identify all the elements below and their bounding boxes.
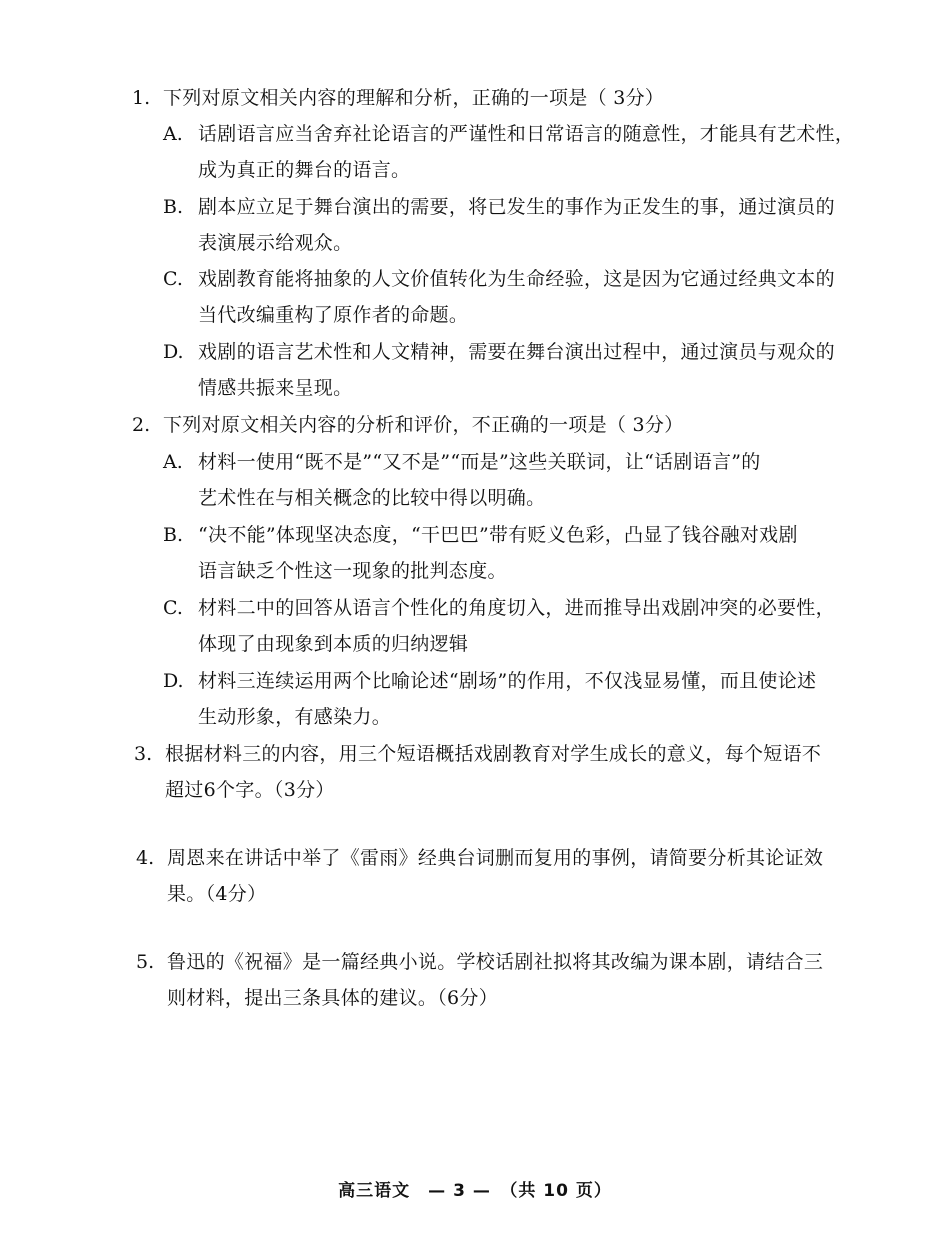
option-letter: B.: [163, 524, 184, 546]
option-letter: D.: [163, 670, 184, 692]
question-text: 鲁迅的《祝福》是一篇经典小说。学校话剧社拟将其改编为课本剧，请结合三: [167, 951, 824, 973]
question-number: 3.: [134, 743, 153, 765]
question-text: 根据材料三的内容，用三个短语概括戏剧教育对学生成长的意义，每个短语不: [165, 743, 822, 765]
option-text: 语言缺乏个性这一现象的批判态度。: [198, 560, 507, 582]
page-footer: 高三语文 — 3 — （共 10 页）: [338, 1181, 612, 1201]
option-text: 情感共振来呈现。: [198, 377, 353, 399]
option-text: 成为真正的舞台的语言。: [198, 159, 411, 181]
option-text: 剧本应立足于舞台演出的需要，将已发生的事作为正发生的事，通过演员的: [198, 196, 835, 218]
question-number: 4.: [136, 847, 155, 869]
option-letter: A.: [163, 123, 183, 145]
question-text: 周恩来在讲话中举了《雷雨》经典台词删而复用的事例，请简要分析其论证效: [167, 847, 824, 869]
question-stem: 下列对原文相关内容的分析和评价，不正确的一项是（ 3分）: [163, 414, 684, 436]
question-text: 果。（4分）: [167, 883, 267, 905]
option-text: 话剧语言应当舍弃社论语言的严谨性和日常语言的随意性，才能具有艺术性，: [198, 123, 855, 145]
option-text: 材料一使用“既不是”“又不是”“而是”这些关联词，让“话剧语言”的: [198, 451, 761, 473]
option-letter: B.: [163, 196, 184, 218]
question-text: 则材料，提出三条具体的建议。（6分）: [167, 987, 498, 1009]
option-text: 材料二中的回答从语言个性化的角度切入，进而推导出戏剧冲突的必要性，: [198, 597, 835, 619]
option-text: 体现了由现象到本质的归纳逻辑: [198, 633, 469, 655]
option-text: 材料三连续运用两个比喻论述“剧场”的作用，不仅浅显易懂，而且使论述: [198, 670, 817, 692]
option-letter: C.: [163, 268, 183, 290]
question-number: 5.: [136, 951, 155, 973]
option-letter: A.: [163, 451, 183, 473]
option-text: 戏剧教育能将抽象的人文价值转化为生命经验，这是因为它通过经典文本的: [198, 268, 835, 290]
option-text: “决不能”体现坚决态度，“干巴巴”带有贬义色彩，凸显了钱谷融对戏剧: [198, 524, 798, 546]
option-text: 艺术性在与相关概念的比较中得以明确。: [198, 487, 546, 509]
option-letter: D.: [163, 341, 184, 363]
option-text: 表演展示给观众。: [198, 232, 353, 254]
option-text: 戏剧的语言艺术性和人文精神，需要在舞台演出过程中，通过演员与观众的: [198, 341, 835, 363]
question-number: 1.: [132, 87, 151, 109]
question-number: 2.: [132, 414, 151, 436]
question-text: 超过6个字。（3分）: [165, 779, 335, 801]
option-text: 生动形象，有感染力。: [198, 706, 392, 728]
question-stem: 下列对原文相关内容的理解和分析，正确的一项是（ 3分）: [163, 87, 665, 109]
option-letter: C.: [163, 597, 183, 619]
option-text: 当代改编重构了原作者的命题。: [198, 304, 469, 326]
